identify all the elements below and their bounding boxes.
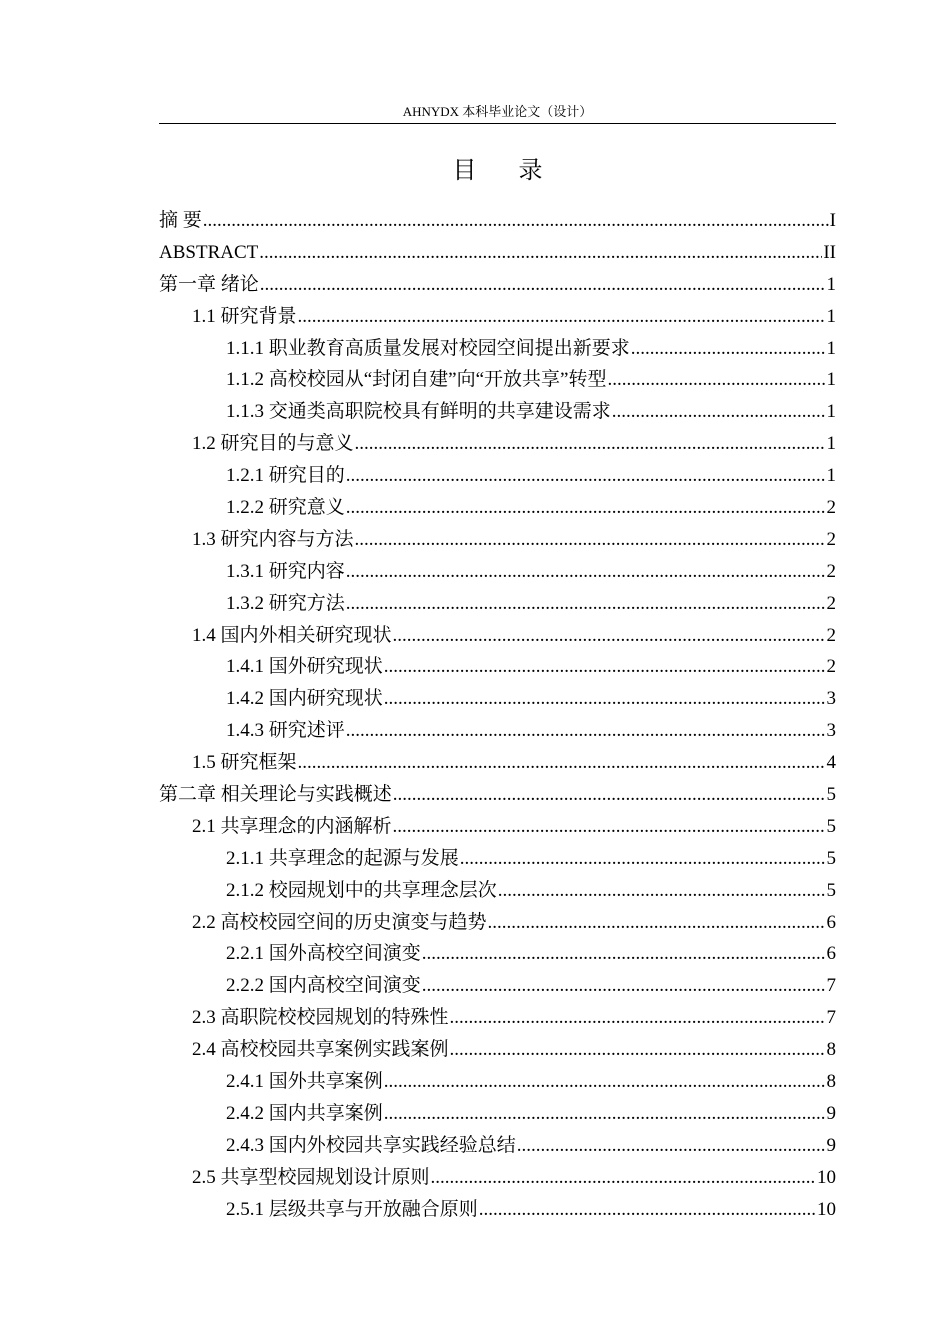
dot-leader <box>431 1162 816 1194</box>
toc-entry-title: 2.4.1 国外共享案例 <box>226 1071 383 1093</box>
toc-entry-title: 1.1 研究背景 <box>192 305 297 327</box>
toc-entry[interactable] <box>159 970 836 1002</box>
toc-entry-title: 第二章 相关理论与实践概述 <box>159 784 392 806</box>
toc-entry[interactable] <box>159 1162 836 1194</box>
toc-entry[interactable] <box>159 301 836 333</box>
dot-leader <box>393 811 826 843</box>
toc-entry-page-number: I <box>829 210 836 231</box>
toc-entry-page-number: 1 <box>826 401 836 423</box>
toc-entry-page-number: 5 <box>826 815 836 837</box>
toc-entry-title: 2.1 共享理念的内涵解析 <box>192 815 392 837</box>
toc-entry-title: 2.1.1 共享理念的起源与发展 <box>226 847 459 869</box>
toc-entry-page-number: 2 <box>826 656 836 678</box>
toc-entry[interactable] <box>159 396 836 428</box>
toc-entry[interactable] <box>159 1002 836 1034</box>
toc-entry-page-number: 1 <box>826 305 836 327</box>
toc-entry-page-number: 10 <box>817 1166 836 1188</box>
toc-entry[interactable] <box>159 1066 836 1098</box>
dot-leader <box>355 428 826 460</box>
dot-leader <box>384 683 826 715</box>
toc-entry-page-number: 1 <box>826 465 836 487</box>
toc-entry-title: 2.2.2 国内高校空间演变 <box>226 975 421 997</box>
toc-entry-title: 1.1.1 职业教育高质量发展对校园空间提出新要求 <box>226 337 630 359</box>
toc-entry-page-number: 6 <box>826 943 836 965</box>
toc-entry[interactable] <box>159 556 836 588</box>
toc-entry[interactable] <box>159 524 836 556</box>
toc-entry-page-number: 10 <box>817 1198 836 1220</box>
toc-entry[interactable] <box>159 237 836 269</box>
toc-entry-title: 摘 要 <box>159 210 202 231</box>
toc-entry-page-number: 7 <box>826 1007 836 1029</box>
dot-leader <box>631 333 826 365</box>
toc-entry[interactable] <box>159 333 836 365</box>
toc-entry-page-number: 1 <box>826 433 836 455</box>
dot-leader <box>422 938 826 970</box>
dot-leader <box>384 651 826 683</box>
toc-entry[interactable] <box>159 460 836 492</box>
toc-entry-title: 1.1.2 高校校园从“封闭自建”向“开放共享”转型 <box>226 369 607 391</box>
toc-entry-page-number: 8 <box>826 1039 836 1061</box>
toc-entry-page-number: 2 <box>826 560 836 582</box>
toc-entry-page-number: 1 <box>826 369 836 391</box>
toc-entry-page-number: 9 <box>826 1102 836 1124</box>
toc-entry-title: 1.2 研究目的与意义 <box>192 433 354 455</box>
toc-entry-title: 1.5 研究框架 <box>192 752 297 774</box>
dot-leader <box>203 205 829 237</box>
dot-leader <box>393 620 826 652</box>
toc-entry[interactable] <box>159 811 836 843</box>
toc-entry[interactable] <box>159 1194 836 1226</box>
toc-entry[interactable] <box>159 269 836 301</box>
toc-entry-page-number: 5 <box>826 879 836 901</box>
toc-entry-page-number: 9 <box>826 1134 836 1156</box>
toc-entry[interactable] <box>159 620 836 652</box>
dot-leader <box>517 1130 826 1162</box>
dot-leader <box>346 460 826 492</box>
table-of-contents <box>159 205 836 1226</box>
dot-leader <box>298 301 826 333</box>
dot-leader <box>498 875 826 907</box>
toc-entry-title: 1.4 国内外相关研究现状 <box>192 624 392 646</box>
toc-entry-title: 2.4.2 国内共享案例 <box>226 1102 383 1124</box>
toc-entry-page-number: 1 <box>826 337 836 359</box>
dot-leader <box>260 269 826 301</box>
toc-entry-page-number: 2 <box>826 624 836 646</box>
toc-entry-page-number: 6 <box>826 911 836 933</box>
toc-entry-page-number: 7 <box>826 975 836 997</box>
dot-leader <box>298 747 826 779</box>
dot-leader <box>612 396 826 428</box>
toc-entry-title: 2.5 共享型校园规划设计原则 <box>192 1166 430 1188</box>
toc-entry-page-number: 1 <box>826 273 836 295</box>
toc-entry[interactable] <box>159 1098 836 1130</box>
toc-entry[interactable] <box>159 651 836 683</box>
toc-entry[interactable] <box>159 1130 836 1162</box>
dot-leader <box>346 715 826 747</box>
toc-entry-page-number: 3 <box>826 720 836 742</box>
toc-entry[interactable] <box>159 747 836 779</box>
toc-entry-title: 1.3.1 研究内容 <box>226 560 345 582</box>
dot-leader <box>384 1098 826 1130</box>
toc-entry[interactable] <box>159 715 836 747</box>
dot-leader <box>355 524 826 556</box>
dot-leader <box>479 1194 816 1226</box>
toc-entry-title: 2.5.1 层级共享与开放融合原则 <box>226 1198 478 1220</box>
toc-entry-title: 1.1.3 交通类高职院校具有鲜明的共享建设需求 <box>226 401 611 423</box>
dot-leader <box>346 492 826 524</box>
toc-entry[interactable] <box>159 428 836 460</box>
toc-entry[interactable] <box>159 907 836 939</box>
toc-entry[interactable] <box>159 875 836 907</box>
toc-entry-title: 1.4.1 国外研究现状 <box>226 656 383 678</box>
dot-leader <box>346 556 826 588</box>
dot-leader <box>346 588 826 620</box>
toc-entry-title: 1.2.2 研究意义 <box>226 497 345 519</box>
toc-entry-page-number: 2 <box>826 528 836 550</box>
toc-entry-page-number: 8 <box>826 1071 836 1093</box>
toc-entry[interactable] <box>159 779 836 811</box>
toc-entry-title: 2.4.3 国内外校园共享实践经验总结 <box>226 1134 516 1156</box>
toc-title: 目 录 <box>452 158 561 184</box>
dot-leader <box>450 1034 826 1066</box>
toc-entry-title: 2.2 高校校园空间的历史演变与趋势 <box>192 911 487 933</box>
toc-entry[interactable] <box>159 843 836 875</box>
toc-entry-title: 2.3 高职院校校园规划的特殊性 <box>192 1007 449 1029</box>
dot-leader <box>450 1002 826 1034</box>
toc-entry-page-number: II <box>823 241 836 263</box>
toc-entry[interactable] <box>159 1034 836 1066</box>
toc-entry-title: 2.2.1 国外高校空间演变 <box>226 943 421 965</box>
dot-leader <box>259 237 822 269</box>
toc-entry-title: 2.4 高校校园共享案例实践案例 <box>192 1039 449 1061</box>
running-header: AHNYDX 本科毕业论文（设计） <box>402 104 593 119</box>
toc-entry-page-number: 4 <box>826 752 836 774</box>
toc-entry-title: 第一章 绪论 <box>159 273 259 295</box>
toc-entry-title: 1.3.2 研究方法 <box>226 592 345 614</box>
toc-entry[interactable] <box>159 492 836 524</box>
toc-entry-title: 1.3 研究内容与方法 <box>192 528 354 550</box>
dot-leader <box>460 843 826 875</box>
toc-entry-title: 1.4.3 研究述评 <box>226 720 345 742</box>
toc-entry[interactable] <box>159 683 836 715</box>
toc-entry-title: 1.2.1 研究目的 <box>226 465 345 487</box>
dot-leader <box>607 364 825 396</box>
toc-entry[interactable] <box>159 588 836 620</box>
toc-entry-page-number: 5 <box>826 784 836 806</box>
dot-leader <box>384 1066 826 1098</box>
dot-leader <box>488 907 826 939</box>
toc-entry-page-number: 2 <box>826 592 836 614</box>
toc-entry-page-number: 2 <box>826 497 836 519</box>
toc-entry-title: ABSTRACT <box>159 241 259 263</box>
toc-entry[interactable] <box>159 364 836 396</box>
header-divider <box>159 123 836 124</box>
toc-entry-title: 1.4.2 国内研究现状 <box>226 688 383 710</box>
toc-entry-page-number: 3 <box>826 688 836 710</box>
toc-entry-title: 2.1.2 校园规划中的共享理念层次 <box>226 879 497 901</box>
toc-entry[interactable] <box>159 205 836 237</box>
toc-entry[interactable] <box>159 938 836 970</box>
toc-entry-page-number: 5 <box>826 847 836 869</box>
dot-leader <box>393 779 826 811</box>
dot-leader <box>422 970 826 1002</box>
